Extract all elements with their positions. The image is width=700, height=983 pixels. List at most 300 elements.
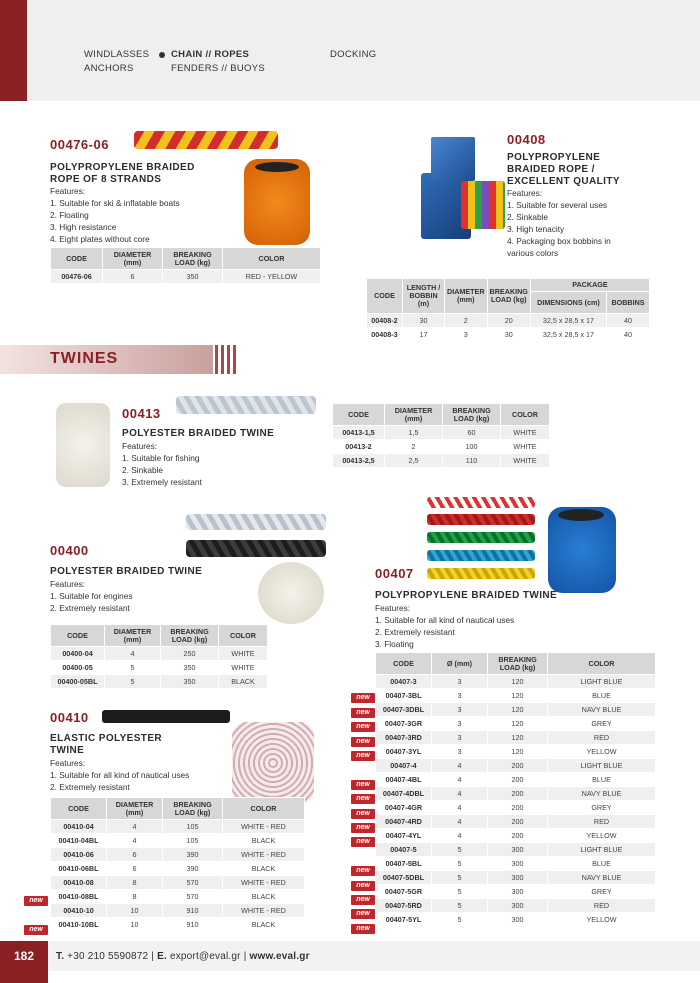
- cell-diameter: 2: [385, 440, 443, 454]
- cell-code: 00410-06: [51, 848, 107, 862]
- separator: |: [243, 951, 247, 962]
- cell-load: 390: [163, 862, 223, 876]
- cell-code: 00408-3: [367, 328, 403, 342]
- header-red-tab: [0, 0, 27, 101]
- product-title-00408: [507, 152, 620, 188]
- new-badge: new: [24, 896, 48, 906]
- th-code: CODE: [51, 798, 107, 820]
- th-code: CODE: [376, 653, 432, 675]
- th-diameter: DIAMETER (mm): [105, 625, 161, 647]
- th-color: COLOR: [548, 653, 656, 675]
- feature-item: 2. Extremely resistant: [50, 603, 130, 613]
- cell-diameter: 3: [432, 675, 488, 689]
- cell-color: YELLOW: [548, 829, 656, 843]
- cell-color: RED: [548, 815, 656, 829]
- th-diameter: DIAMETER (mm): [385, 404, 443, 426]
- cell-color: BLACK: [223, 918, 305, 932]
- cell-load: 110: [443, 454, 501, 468]
- cell-load: 200: [488, 759, 548, 773]
- twine-green: [427, 532, 535, 543]
- cell-load: 20: [487, 314, 530, 328]
- cell-code: 00407-4RD: [376, 815, 432, 829]
- table-row: [376, 689, 656, 703]
- cell-color: RED - YELLOW: [223, 270, 321, 284]
- th-code: CODE: [367, 279, 403, 314]
- table-row: [51, 876, 305, 890]
- feature-item: 1. Suitable for engines: [50, 591, 133, 601]
- cell-color: WHITE: [501, 426, 550, 440]
- feature-item: 1. Suitable for fishing: [122, 453, 200, 463]
- cell-diameter: 5: [432, 885, 488, 899]
- table-00476-06: [50, 247, 321, 284]
- new-badge: new: [351, 837, 375, 847]
- cell-load: 120: [488, 703, 548, 717]
- cell-load: 120: [488, 717, 548, 731]
- cell-diameter: 4: [432, 801, 488, 815]
- cell-load: 910: [163, 918, 223, 932]
- cell-diameter: 4: [107, 834, 163, 848]
- nav-active-dot: [159, 52, 165, 58]
- cell-diameter: 3: [432, 745, 488, 759]
- cell-color: WHITE - RED: [223, 876, 305, 890]
- page-number: 182: [0, 941, 48, 983]
- features-00413: [122, 440, 202, 488]
- cell-color: BLACK: [223, 890, 305, 904]
- cell-diameter: 5: [105, 675, 161, 689]
- cell-diameter: 4: [432, 773, 488, 787]
- cell-diameter: 6: [107, 848, 163, 862]
- new-badge: new: [351, 794, 375, 804]
- th-color: COLOR: [219, 625, 268, 647]
- cell-load: 910: [163, 904, 223, 918]
- cell-code: 00400-05BL: [51, 675, 105, 689]
- th-color: COLOR: [223, 248, 321, 270]
- white-twine-image: [176, 396, 316, 414]
- th-dimensions: DIMENSIONS (cm): [530, 292, 606, 314]
- cell-load: 300: [488, 857, 548, 871]
- th-code: CODE: [333, 404, 385, 426]
- cell-code: 00413-2: [333, 440, 385, 454]
- black-elastic-image: [102, 710, 230, 723]
- rope-image-red-yellow: [134, 131, 278, 149]
- email-link[interactable]: export@eval.gr: [169, 951, 241, 962]
- cell-color: WHITE: [501, 454, 550, 468]
- cell-load: 120: [488, 675, 548, 689]
- cell-code: 00410-08: [51, 876, 107, 890]
- new-badge: new: [351, 722, 375, 732]
- cell-code: 00407-3BL: [376, 689, 432, 703]
- cell-diameter: 5: [105, 661, 161, 675]
- feature-item: 4. Packaging box bobbins in: [507, 236, 611, 246]
- cell-diameter: 3: [432, 731, 488, 745]
- cell-code: 00407-5YL: [376, 913, 432, 927]
- th-breaking-load: BREAKING LOAD (kg): [163, 798, 223, 820]
- cell-code: 00407-5GR: [376, 885, 432, 899]
- cell-color: BLUE: [548, 689, 656, 703]
- nav-chain-ropes[interactable]: CHAIN // ROPES: [171, 49, 250, 60]
- th-code: CODE: [51, 625, 105, 647]
- feature-item: 1. Suitable for all kind of nautical uses: [375, 615, 515, 625]
- cell-diameter: 5: [432, 871, 488, 885]
- table-row: [376, 843, 656, 857]
- table-row: [51, 918, 305, 932]
- cell-color: WHITE: [501, 440, 550, 454]
- cell-code: 00410-04BL: [51, 834, 107, 848]
- cell-bobbins: 40: [607, 328, 650, 342]
- multicolor-twines-image: [427, 497, 535, 589]
- features-00407: [375, 602, 514, 650]
- new-badge: new: [351, 708, 375, 718]
- th-breaking-load: BREAKING LOAD (kg): [161, 625, 219, 647]
- cell-code: 00407-4DBL: [376, 787, 432, 801]
- section-title: TWINES: [50, 350, 119, 367]
- cell-code: 00476-06: [51, 270, 103, 284]
- feature-item: 3. High tenacity: [507, 224, 565, 234]
- cell-load: 350: [161, 661, 219, 675]
- th-color: COLOR: [501, 404, 550, 426]
- th-breaking-load: BREAKING LOAD (kg): [488, 653, 548, 675]
- cell-color: LIGHT BLUE: [548, 759, 656, 773]
- features-00400: [50, 578, 133, 614]
- cell-load: 300: [488, 871, 548, 885]
- feature-item: 2. Sinkable: [507, 212, 549, 222]
- cell-load: 300: [488, 843, 548, 857]
- th-breaking-load: BREAKING LOAD (kg): [487, 279, 530, 314]
- orange-spool-top: [255, 162, 299, 172]
- table-row: [376, 703, 656, 717]
- feature-item: various colors: [507, 248, 559, 258]
- cell-diameter: 4: [107, 820, 163, 834]
- feature-item: 4. Eight plates without core: [50, 234, 150, 244]
- white-red-spool-image: [232, 722, 314, 804]
- cell-code: 00407-5: [376, 843, 432, 857]
- phone-label: T.: [56, 951, 65, 962]
- cell-load: 100: [443, 440, 501, 454]
- nav-docking[interactable]: DOCKING: [330, 49, 377, 60]
- cell-color: BLACK: [223, 862, 305, 876]
- table-00408: [366, 278, 650, 342]
- website-link[interactable]: www.eval.gr: [249, 951, 310, 962]
- features-label: Features:: [507, 188, 543, 198]
- new-badge: new: [351, 823, 375, 833]
- th-diameter: DIAMETER (mm): [445, 279, 488, 314]
- white-twine-image: [186, 514, 326, 530]
- cell-code: 00400-05: [51, 661, 105, 675]
- cell-color: GREY: [548, 717, 656, 731]
- cell-load: 300: [488, 913, 548, 927]
- cell-color: NAVY BLUE: [548, 703, 656, 717]
- table-row: [376, 885, 656, 899]
- table-row: [51, 890, 305, 904]
- product-code-00476-06: 00476-06: [50, 137, 109, 152]
- features-label: Features:: [122, 441, 158, 451]
- cell-code: 00407-5RD: [376, 899, 432, 913]
- new-badge: new: [351, 693, 375, 703]
- title-line: BRAIDED ROPE /: [507, 164, 595, 175]
- cell-code: 00407-3YL: [376, 745, 432, 759]
- cell-diameter: 2,5: [385, 454, 443, 468]
- cell-load: 300: [488, 885, 548, 899]
- table-row: [376, 731, 656, 745]
- features-00410: [50, 757, 189, 793]
- new-badge: new: [24, 925, 48, 935]
- product-code-00410: 00410: [50, 710, 89, 725]
- new-badge: new: [351, 751, 375, 761]
- cell-load: 350: [163, 270, 223, 284]
- cell-code: 00410-10: [51, 904, 107, 918]
- cell-bobbins: 40: [607, 314, 650, 328]
- table-row: [51, 904, 305, 918]
- cell-diameter: 10: [107, 904, 163, 918]
- product-title-00413: POLYESTER BRAIDED TWINE: [122, 428, 275, 439]
- cell-code: 00407-3DBL: [376, 703, 432, 717]
- cell-color: BLUE: [548, 773, 656, 787]
- title-line: TWINE: [50, 745, 85, 756]
- cell-code: 00407-4GR: [376, 801, 432, 815]
- product-code-00407: 00407: [375, 566, 414, 581]
- cell-dimensions: 32,5 x 28,5 x 17: [530, 328, 606, 342]
- cell-color: NAVY BLUE: [548, 787, 656, 801]
- cell-color: BLACK: [223, 834, 305, 848]
- table-row: [376, 829, 656, 843]
- blue-spool-top: [558, 509, 604, 521]
- section-stripes: [215, 345, 235, 374]
- features-label: Features:: [375, 603, 411, 613]
- feature-item: 2. Extremely resistant: [50, 782, 130, 792]
- table-00407: [375, 652, 656, 927]
- twine-white-red: [427, 497, 535, 508]
- cell-code: 00407-3GR: [376, 717, 432, 731]
- cell-load: 200: [488, 801, 548, 815]
- feature-item: 2. Extremely resistant: [375, 627, 455, 637]
- cell-color: WHITE: [219, 647, 268, 661]
- product-code-00408: 00408: [507, 132, 546, 147]
- cell-color: WHITE - RED: [223, 904, 305, 918]
- black-twine-image: [186, 540, 326, 557]
- table-row: [51, 848, 305, 862]
- cell-color: BLACK: [219, 675, 268, 689]
- table-row: [376, 787, 656, 801]
- table-row: [376, 717, 656, 731]
- cell-code: 00407-5DBL: [376, 871, 432, 885]
- product-title-00407: POLYPROPYLENE BRAIDED TWINE: [375, 590, 558, 601]
- cell-code: 00407-4BL: [376, 773, 432, 787]
- cell-load: 250: [161, 647, 219, 661]
- th-length: LENGTH / BOBBIN (m): [403, 279, 445, 314]
- cell-color: GREY: [548, 801, 656, 815]
- title-line: ELASTIC POLYESTER: [50, 733, 163, 744]
- th-diameter: Ø (mm): [432, 653, 488, 675]
- cell-diameter: 3: [432, 717, 488, 731]
- feature-item: 2. Floating: [50, 210, 89, 220]
- footer-contact: [56, 951, 310, 962]
- twine-blue: [427, 550, 535, 561]
- feature-item: 2. Sinkable: [122, 465, 164, 475]
- title-line: EXCELLENT QUALITY: [507, 176, 620, 187]
- phone-number[interactable]: +30 210 5590872: [67, 951, 149, 962]
- cell-code: 00407-3: [376, 675, 432, 689]
- cell-diameter: 6: [107, 862, 163, 876]
- cell-color: RED: [548, 899, 656, 913]
- cell-diameter: 8: [107, 890, 163, 904]
- th-breaking-load: BREAKING LOAD (kg): [443, 404, 501, 426]
- cell-code: 00408-2: [367, 314, 403, 328]
- twine-yellow: [427, 568, 535, 579]
- cell-dimensions: 32,5 x 28,5 x 17: [530, 314, 606, 328]
- cell-load: 120: [488, 745, 548, 759]
- cell-load: 390: [163, 848, 223, 862]
- table-row: [376, 801, 656, 815]
- colored-bobbins: [461, 181, 505, 229]
- cell-load: 350: [161, 675, 219, 689]
- th-breaking-load: BREAKING LOAD (kg): [163, 248, 223, 270]
- cell-code: 00413-1,5: [333, 426, 385, 440]
- table-row: [51, 834, 305, 848]
- email-label: E.: [157, 951, 167, 962]
- features-label: Features:: [50, 579, 86, 589]
- features-label: Features:: [50, 758, 86, 768]
- th-diameter: DIAMETER (mm): [107, 798, 163, 820]
- cell-load: 200: [488, 815, 548, 829]
- table-00400: [50, 624, 268, 689]
- table-row: [376, 815, 656, 829]
- cell-load: 120: [488, 689, 548, 703]
- feature-item: 3. Extremely resistant: [122, 477, 202, 487]
- cell-color: WHITE - RED: [223, 848, 305, 862]
- cell-code: 00413-2,5: [333, 454, 385, 468]
- cell-color: GREY: [548, 885, 656, 899]
- cell-code: 00400-04: [51, 647, 105, 661]
- title-line: POLYPROPYLENE BRAIDED: [50, 162, 195, 173]
- table-row: [376, 899, 656, 913]
- feature-item: 3. High resistance: [50, 222, 117, 232]
- th-code: CODE: [51, 248, 103, 270]
- product-code-00400: 00400: [50, 543, 89, 558]
- feature-item: 3. Floating: [375, 639, 414, 649]
- cell-color: LIGHT BLUE: [548, 675, 656, 689]
- cell-diameter: 5: [432, 899, 488, 913]
- cell-color: WHITE: [219, 661, 268, 675]
- table-row: [51, 862, 305, 876]
- cell-load: 105: [163, 820, 223, 834]
- white-spool-image: [258, 562, 324, 624]
- cell-color: NAVY BLUE: [548, 871, 656, 885]
- cell-diameter: 3: [432, 703, 488, 717]
- th-diameter: DIAMETER (mm): [103, 248, 163, 270]
- product-title-00400: POLYESTER BRAIDED TWINE: [50, 566, 203, 577]
- cell-code: 00407-4: [376, 759, 432, 773]
- cell-load: 570: [163, 890, 223, 904]
- cell-diameter: 3: [432, 689, 488, 703]
- stripe: [215, 345, 218, 374]
- table-00410: [50, 797, 305, 932]
- new-badge: new: [351, 909, 375, 919]
- cell-diameter: 4: [105, 647, 161, 661]
- new-badge: new: [351, 737, 375, 747]
- cell-color: WHITE - RED: [223, 820, 305, 834]
- cell-code: 00410-10BL: [51, 918, 107, 932]
- cell-code: 00407-5BL: [376, 857, 432, 871]
- cell-load: 200: [488, 787, 548, 801]
- table-row: [376, 773, 656, 787]
- new-badge: new: [351, 866, 375, 876]
- feature-item: 1. Suitable for all kind of nautical uses: [50, 770, 190, 780]
- table-row: [376, 857, 656, 871]
- cell-load: 60: [443, 426, 501, 440]
- cell-code: 00407-4YL: [376, 829, 432, 843]
- new-badge: new: [351, 924, 375, 934]
- table-row: [376, 745, 656, 759]
- cell-diameter: 2: [445, 314, 488, 328]
- separator: |: [151, 951, 155, 962]
- product-title-00410: [50, 733, 162, 757]
- th-package: PACKAGE: [530, 279, 649, 292]
- table-row: [376, 675, 656, 689]
- cell-color: YELLOW: [548, 745, 656, 759]
- cell-diameter: 5: [432, 857, 488, 871]
- cell-diameter: 6: [103, 270, 163, 284]
- box-lid: [431, 137, 475, 181]
- cell-length: 17: [403, 328, 445, 342]
- cell-color: YELLOW: [548, 913, 656, 927]
- cell-diameter: 10: [107, 918, 163, 932]
- th-color: COLOR: [223, 798, 305, 820]
- cell-diameter: 4: [432, 759, 488, 773]
- cell-code: 00407-3RD: [376, 731, 432, 745]
- features-00476-06: [50, 185, 180, 245]
- new-badge: new: [351, 895, 375, 905]
- product-title-00476-06: [50, 162, 195, 186]
- cell-color: LIGHT BLUE: [548, 843, 656, 857]
- nav-anchors[interactable]: ANCHORS: [84, 63, 134, 74]
- cell-diameter: 4: [432, 787, 488, 801]
- cell-color: RED: [548, 731, 656, 745]
- white-spool-image: [56, 403, 110, 487]
- feature-item: 1. Suitable for ski & inflatable boats: [50, 198, 180, 208]
- table-row: [376, 913, 656, 927]
- cell-color: BLUE: [548, 857, 656, 871]
- cell-load: 120: [488, 731, 548, 745]
- nav-windlasses[interactable]: WINDLASSES: [84, 49, 150, 60]
- table-row: [376, 871, 656, 885]
- th-bobbins: BOBBINS: [607, 292, 650, 314]
- new-badge: new: [351, 780, 375, 790]
- table-row: [51, 820, 305, 834]
- cell-diameter: 5: [432, 843, 488, 857]
- cell-code: 00410-06BL: [51, 862, 107, 876]
- twine-red: [427, 514, 535, 525]
- cell-length: 30: [403, 314, 445, 328]
- table-row: [376, 759, 656, 773]
- cell-load: 200: [488, 773, 548, 787]
- cell-code: 00410-08BL: [51, 890, 107, 904]
- cell-diameter: 5: [432, 913, 488, 927]
- cell-diameter: 4: [432, 829, 488, 843]
- title-line: POLYPROPYLENE: [507, 152, 601, 163]
- table-00413: [332, 403, 550, 468]
- cell-load: 105: [163, 834, 223, 848]
- new-badge: new: [351, 809, 375, 819]
- new-badge: new: [351, 881, 375, 891]
- stripe: [221, 345, 224, 374]
- stripe: [227, 345, 230, 374]
- cell-load: 30: [487, 328, 530, 342]
- cell-load: 200: [488, 829, 548, 843]
- stripe: [233, 345, 236, 374]
- features-00408: [507, 187, 611, 259]
- cell-diameter: 8: [107, 876, 163, 890]
- nav-fenders-buoys[interactable]: FENDERS // BUOYS: [171, 63, 266, 74]
